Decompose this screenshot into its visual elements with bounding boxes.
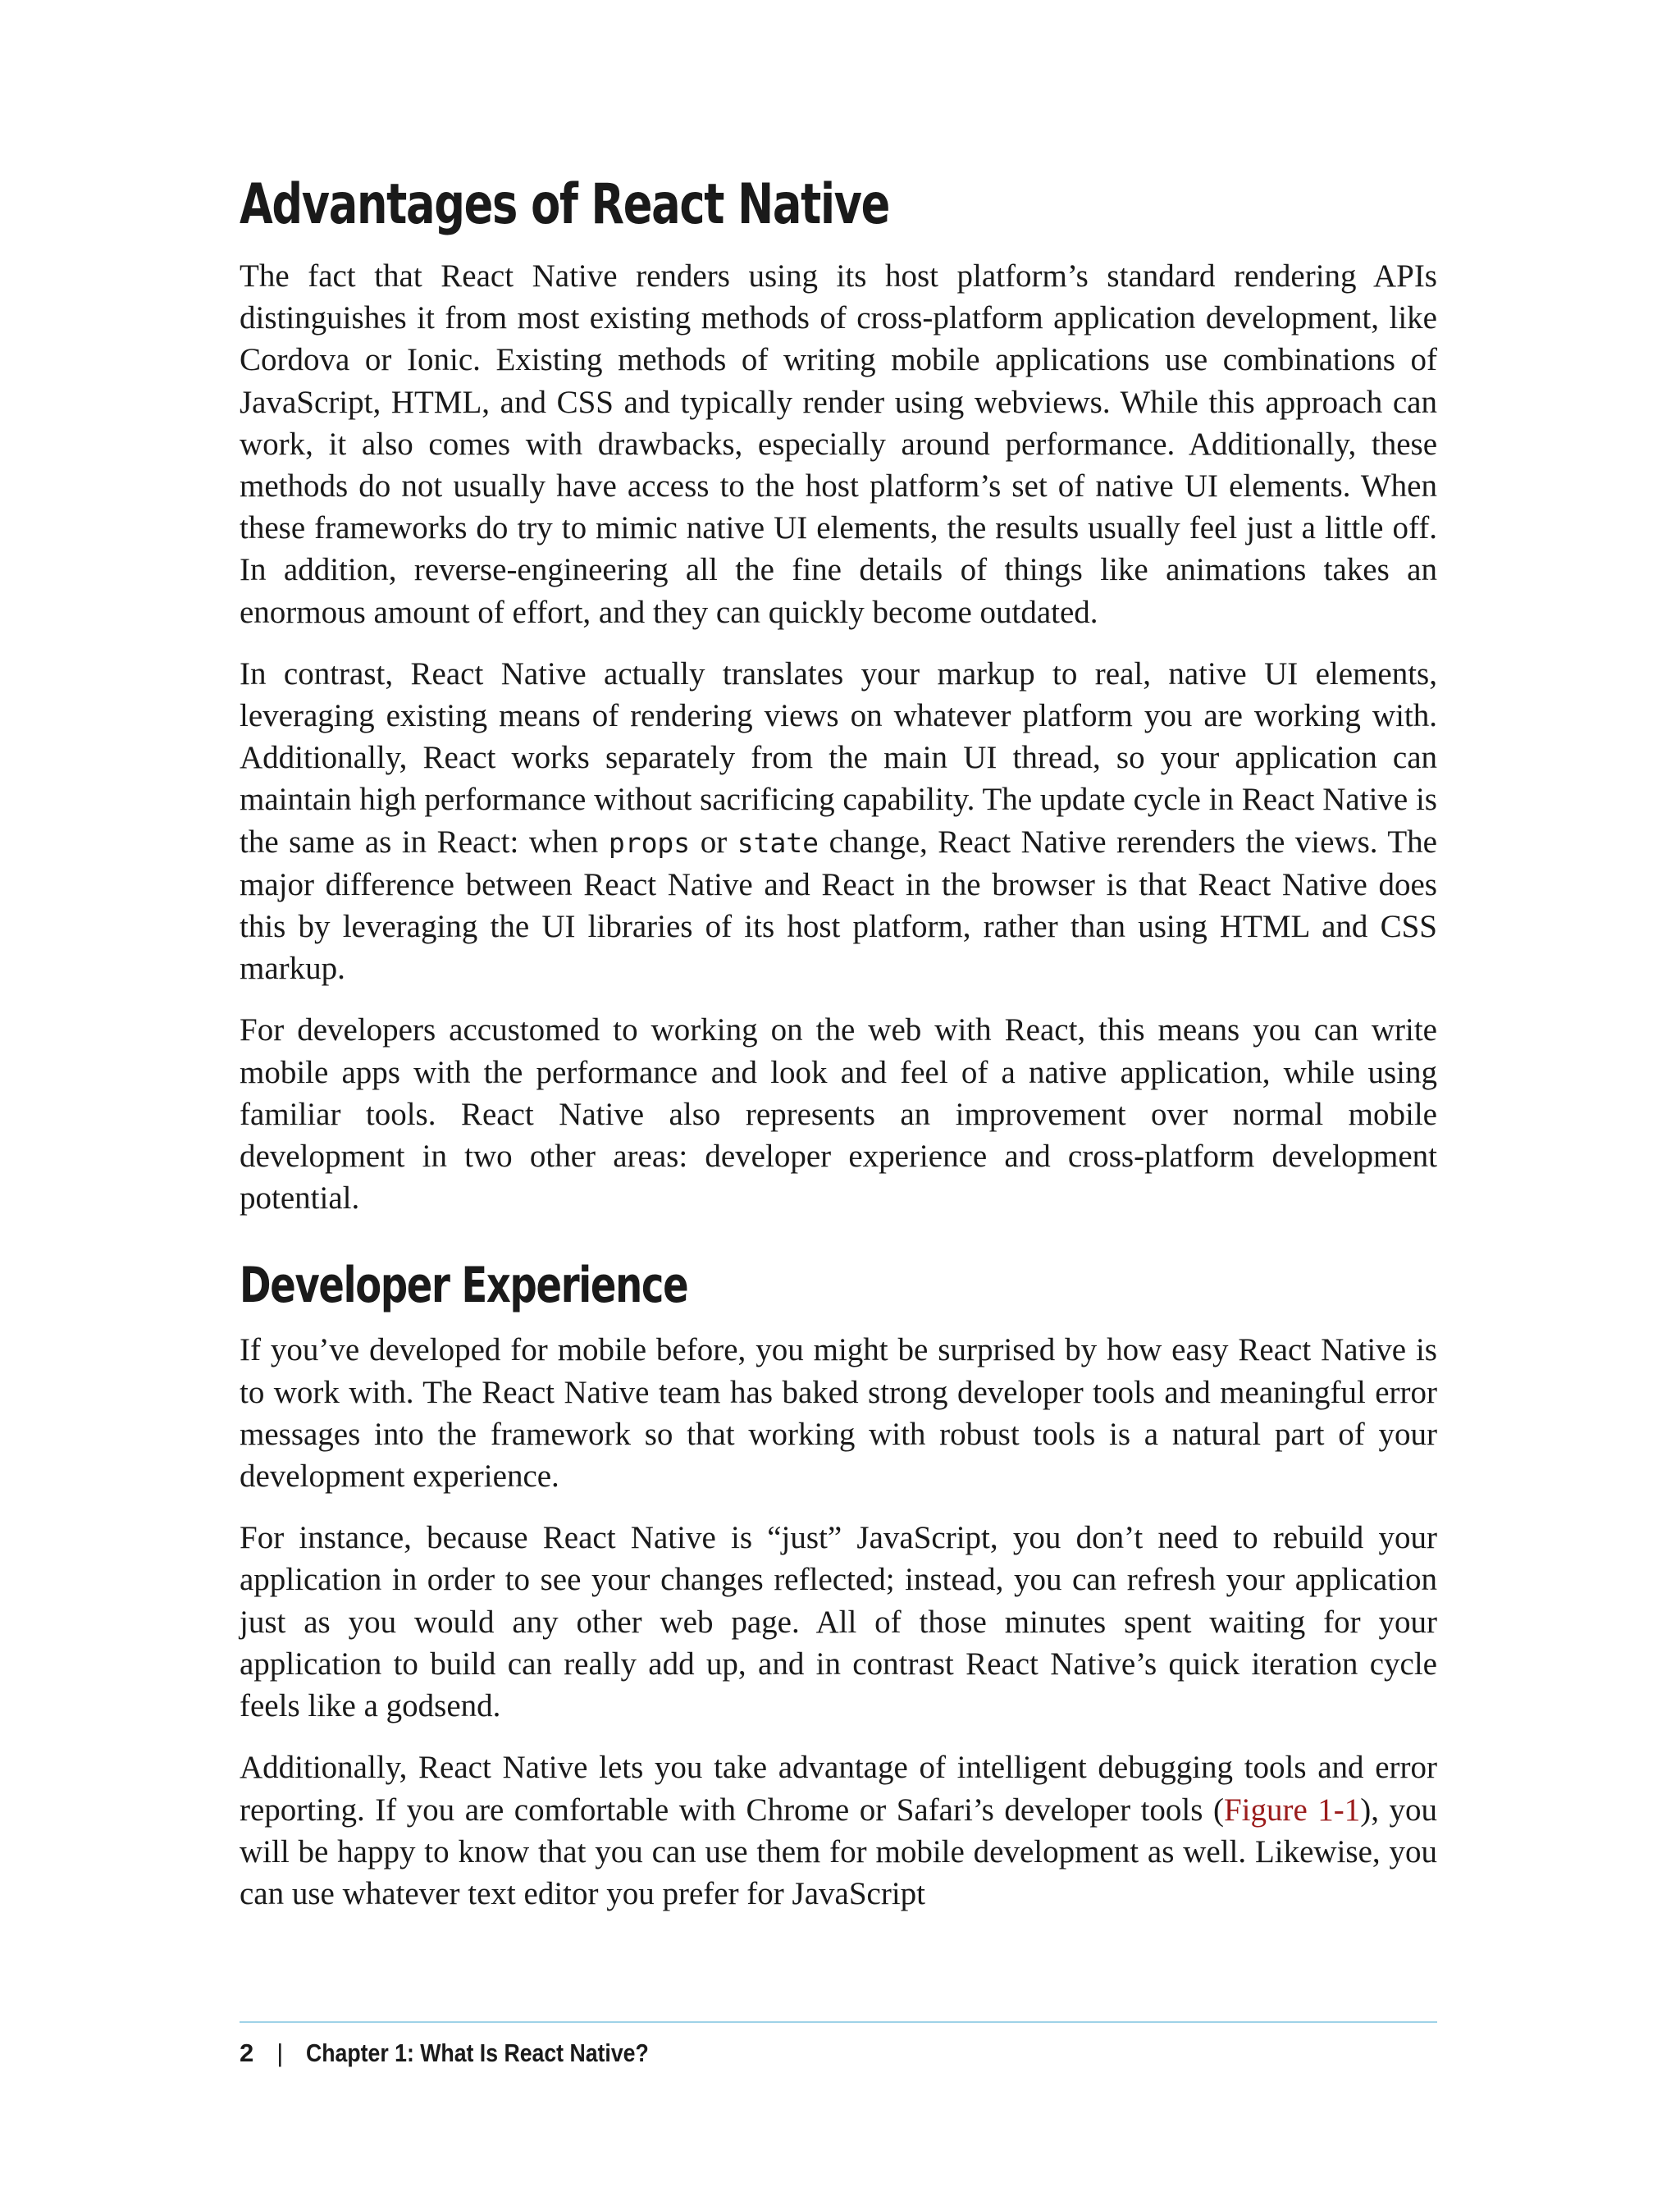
paragraph-devexp-2: For instance, because React Native is “just” JavaScript, you don’t need to rebuild your application in order to see your changes reflected; instead, you can refresh your application just as you would any other web page. All of those minutes spent waiting for your application to build can really add up, and in contrast React Native’s quick iteration cycle feels like a godsend. <box>240 1520 1437 1724</box>
paragraph-text: or <box>690 824 737 860</box>
page-footer <box>240 2033 705 2074</box>
running-footer-chapter-title: Chapter 1: What Is React Native? <box>306 2038 650 2067</box>
code-state: state <box>737 826 819 859</box>
paragraph-text: ), you will be happy to know that you can use them for mobile development as well. Likewise, you can use whatever text editor you prefer for JavaScript <box>240 1792 1438 1911</box>
footer-separator: | <box>276 2038 284 2067</box>
paragraph-devexp-3 <box>240 1746 1437 1915</box>
paragraph-text: Additionally, React Native lets you take advantage of intelligent debugging tools and error reporting. If you are comfortable with Chrome or Safari’s developer tools ( <box>240 1750 1437 1828</box>
code-props: props <box>608 826 691 859</box>
paragraph-text: change, React Native rerenders the views. The major difference between React Native and React in the browser is that React Native does this by leveraging the UI libraries of its host platform, rather than using HTML and CSS markup. <box>240 824 1437 987</box>
paragraph-advantages-1: The fact that React Native renders using its host platform’s standard rendering APIs distinguishes it from most existing methods of cross-platform application development, like Cordova or Ionic. Existing methods of writing mobile applications use combinations of JavaScript, HTML, and CSS and typically render using webviews. While this approach can work, it also comes with drawbacks, especially around performance. Additionally, these methods do not usually have access to the host platform’s set of native UI elements. When these frameworks do try to mimic native UI elements, the results usually feel just a little off. In addition, reverse-engineering all the fine details of things like animations takes an enormous amount of effort, and they can quickly become outdated. <box>240 258 1437 630</box>
paragraph-devexp-1: If you’ve developed for mobile before, you might be surprised by how easy React Native is to work with. The React Native team has baked strong developer tools and meaningful error messages into the framework so that working with robust tools is a natural part of your development experience. <box>240 1332 1437 1495</box>
paragraph-text: In contrast, React Native actually translates your markup to real, native UI elements, leveraging existing means of rendering views on whatever platform you are working with. Additionally, React works separately from the main UI thread, so your application can maintain high performance without sacrificing capability. The update cycle in React Native is the same as in React: when <box>240 655 1437 860</box>
subsection-heading: Developer Experience <box>240 1257 688 1315</box>
page-content <box>240 168 1437 1934</box>
paragraph-advantages-2 <box>240 653 1437 990</box>
section-heading: Advantages of React Native <box>240 172 890 237</box>
figure-reference-link[interactable]: Figure 1-1 <box>1223 1792 1361 1828</box>
footer-divider <box>240 2021 1437 2023</box>
page-number: 2 <box>240 2038 254 2067</box>
paragraph-advantages-3: For developers accustomed to working on the web with React, this means you can write mobile apps with the performance and look and feel of a native application, while using familiar tools. React Native also represents an improvement over normal mobile development in two other areas: developer experience and cross-platform development potential. <box>240 1012 1437 1217</box>
